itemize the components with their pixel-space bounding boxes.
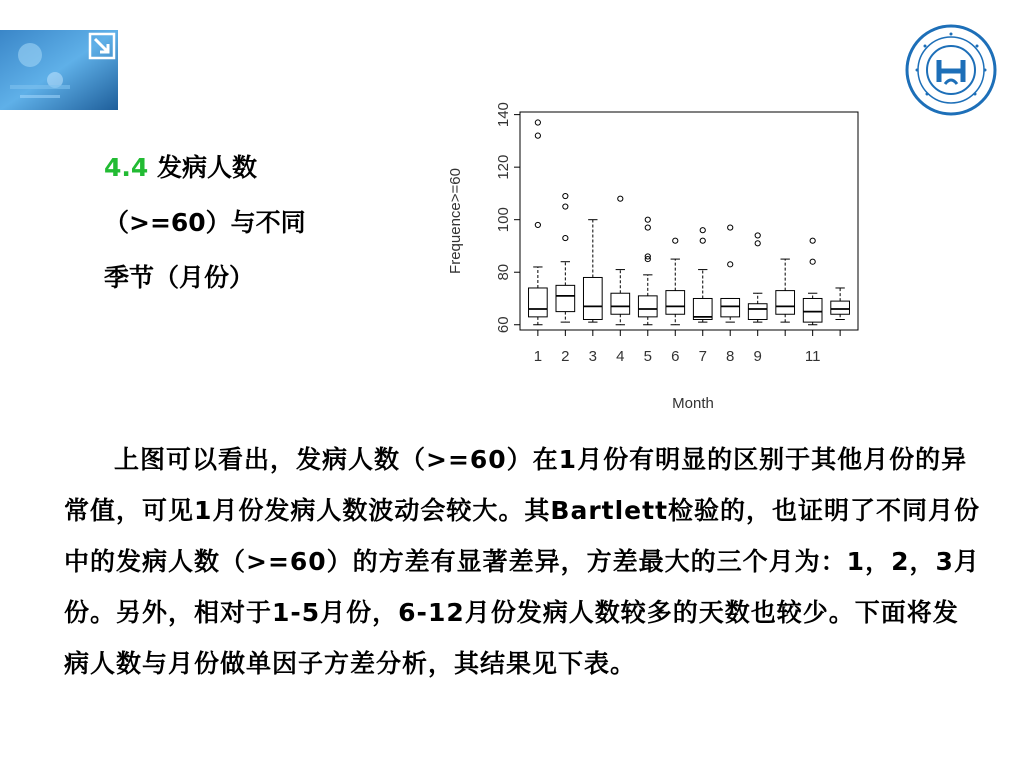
section-heading: [104, 140, 364, 305]
box-outlier: [535, 222, 540, 227]
box-outlier: [810, 238, 815, 243]
university-emblem-icon: [905, 24, 997, 116]
x-tick-label: 7: [698, 348, 707, 365]
x-tick-label: 1: [533, 348, 543, 365]
box-outlier: [700, 238, 705, 243]
x-tick-label: 9: [753, 348, 762, 365]
box-outlier: [810, 259, 815, 264]
box-outlier: [563, 235, 568, 240]
box-outlier: [755, 233, 760, 238]
heading-line-2: （>=60）与不同: [104, 208, 306, 237]
box-outlier: [563, 193, 568, 198]
box-iqr: [611, 293, 630, 314]
box-outlier: [673, 238, 678, 243]
box-outlier: [618, 196, 623, 201]
box-outlier: [700, 228, 705, 233]
heading-line-1: 发病人数: [148, 153, 258, 182]
box-outlier: [645, 217, 650, 222]
box-outlier: [535, 133, 540, 138]
box-iqr: [748, 304, 767, 320]
corner-decoration-image: [0, 30, 118, 110]
box-iqr: [776, 291, 795, 315]
y-tick-label: 120: [495, 154, 512, 180]
heading-line-3: 季节（月份）: [104, 263, 255, 292]
box-iqr: [556, 285, 575, 311]
box-outlier: [728, 225, 733, 230]
y-axis-label: Frequence>=60: [447, 168, 464, 274]
box-iqr: [529, 288, 548, 317]
x-tick-label: 8: [726, 348, 735, 365]
box-iqr: [638, 296, 657, 317]
y-tick-label: 100: [495, 207, 512, 233]
box-outlier: [728, 262, 733, 267]
x-tick-label: 2: [561, 348, 570, 365]
box-iqr: [583, 277, 602, 319]
section-number: 4.4: [104, 153, 149, 182]
y-tick-label: 80: [495, 263, 512, 281]
x-tick-label: 6: [671, 348, 680, 365]
x-tick-label: 3: [588, 348, 597, 365]
x-axis-label: Month: [672, 395, 714, 412]
x-tick-label: 4: [616, 348, 625, 365]
x-tick-label: 11: [804, 348, 821, 365]
box-outlier: [755, 241, 760, 246]
y-tick-label: 60: [495, 316, 512, 334]
boxplot-chart: [438, 92, 868, 422]
box-outlier: [645, 225, 650, 230]
body-paragraph: 上图可以看出，发病人数（>=60）在1月份有明显的区别于其他月份的异常值，可见1月份发病人数波动会较大。其Bartlett检验的，也证明了不同月份中的发病人数（>=60）的方差有显著差异，方差最大的三个月为：1，2，3月份。另外，相对于1-5月份，6-12月份发病人数较多的天数也较少。下面将发病人数与月份做单因子方差分析，其结果见下表。: [64, 445, 981, 678]
box-iqr: [803, 298, 822, 322]
y-tick-label: 140: [495, 102, 512, 128]
box-iqr: [666, 291, 685, 315]
box-iqr: [831, 301, 850, 314]
box-iqr: [721, 298, 740, 316]
x-tick-label: 5: [643, 348, 652, 365]
box-outlier: [535, 120, 540, 125]
box-outlier: [563, 204, 568, 209]
